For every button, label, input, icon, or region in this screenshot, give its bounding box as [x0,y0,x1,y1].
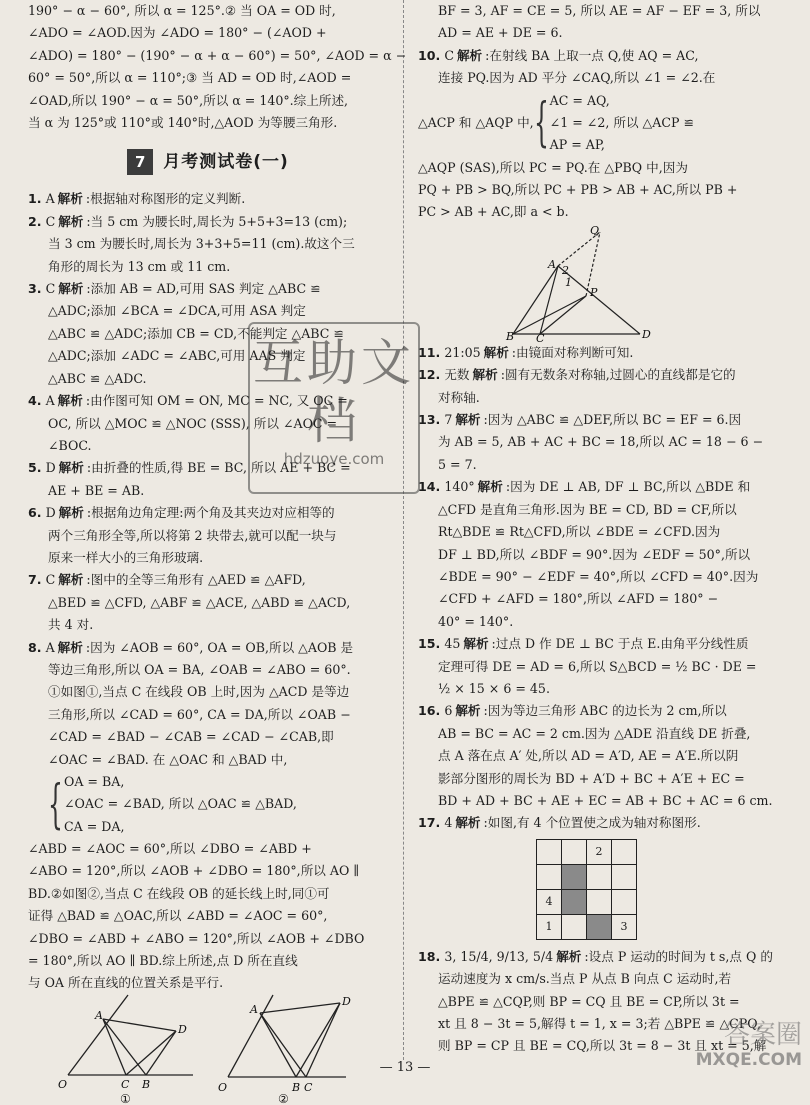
brace-line: AC = AQ, [549,92,610,108]
text-line: PQ + PB > BQ,所以 PC + PB > AB + AC,所以 PB + [418,182,738,198]
fig1-label-d: D [178,1022,187,1036]
answer-text: 由镜面对称判断可知. [516,344,634,360]
text-line [418,745,782,767]
answer-text: 运动速度为 x cm/s.当点 P 从点 B 向点 C 运动时,若 [438,971,732,987]
answer-number: 14. [418,479,441,495]
answer-item: 2. C 解析 :当 5 cm 为腰长时,周长为 5+5+3=13 (cm); [28,213,348,229]
answer-text: 40° = 140°. [438,613,514,629]
analysis-label: 解析 [58,213,84,229]
brace-symbol: { [533,93,549,154]
answer-text: 对称轴. [438,389,480,405]
answer-text: AB = BC = AC = 2 cm.因为 △ADE 沿直线 DE 折叠, [438,725,751,741]
answer-text: △ABC ≌ △ADC. [48,370,147,386]
fig2-label-b: B [292,1080,301,1094]
text-line [28,592,388,614]
answer-number: 7. [28,572,42,588]
answer-text: 如图,有 4 个位置使之成为轴对称图形. [487,815,701,831]
grid-cell [587,864,612,889]
answer-choice: 45 [444,636,461,652]
text-line [28,256,388,278]
section-number: 7 [127,149,153,175]
fig10-label-b: B [506,329,515,343]
answer-text: △ADC;添加 ∠BCA = ∠DCA,可用 ASA 判定 [48,303,306,319]
answer-choice: 140° [444,479,475,495]
text-line: ∠ABO = 120°,所以 ∠AOB + ∠DBO = 180°,所以 AO ∥ [28,863,360,879]
answer-8-continued [28,838,388,995]
fig1-label-c: C [121,1077,130,1091]
answer-text: △CFD 是直角三角形.因为 BE = CD, BD = CF,所以 [438,501,737,517]
answer-text: 圆有无数条对称轴,过圆心的直线都是它的 [504,367,736,383]
column-divider [403,0,405,1060]
text-line: = 180°,所以 AO ∥ BD.综上所述,点 D 所在直线 [28,953,298,969]
watermark-chars: 互助文档 [253,334,415,450]
brace-lines-10 [550,90,694,157]
grid-row [537,864,637,889]
answer-item: 3. C 解析 :添加 AB = AD,可用 SAS 判定 △ABC ≌ [28,281,321,297]
analysis-label: 解析 [455,815,481,831]
analysis-label: 解析 [456,47,483,63]
text-line [418,991,782,1013]
text-line: BD.②如图②,当点 C 在线段 OB 的延长线上时,同①可 [28,885,330,901]
answer-number: 6. [28,505,42,521]
analysis-label: 解析 [58,572,84,588]
answer-item: 4. A 解析 :由作图可知 OM = ON, MC = NC, 又 OC = [28,393,348,409]
brace-line: ∠1 = ∠2, 所以 △ACP ≌ [549,114,695,130]
grid-cell: 1 [537,914,562,939]
fig10-label-q: Q [590,223,600,237]
brace-block-10 [418,90,782,157]
answer-number: 16. [418,703,441,719]
answer-text: Rt△BDE ≌ Rt△CFD,所以 ∠BDE = ∠CFD.因为 [438,524,721,540]
answer-text: 定理可得 DE = AD = 6,所以 S△BCD = ½ BC · DE = [438,658,757,674]
fig10-label-a: A [548,257,556,271]
analysis-label: 解析 [57,393,83,409]
answer-item: 10. C 解析 :在射线 BA 上取一点 Q,使 AQ = AC, [418,47,699,63]
answer-text: △ADC;添加 ∠ADC = ∠ABC,可用 AAS 判定 [48,348,306,364]
fig1-label-b: B [142,1077,151,1091]
section-header [28,142,388,182]
left-top-text [28,0,407,134]
grid-cell [537,839,562,864]
answer-text: DF ⊥ BD,所以 ∠BDF = 90°.因为 ∠EDF = 50°,所以 [438,546,751,562]
answer-choice: 7 [444,412,453,428]
analysis-label: 解析 [477,479,503,495]
answer-text: 三角形,所以 ∠CAD = 60°, CA = DA,所以 ∠OAB − [48,706,351,722]
answer-item: 11. 21:05 解析 :由镜面对称判断可知. [418,344,634,360]
text-line [28,525,388,547]
answer-item: 17. 4 解析 :如图,有 4 个位置使之成为轴对称图形. [418,815,701,831]
text-line [28,233,388,255]
answer-text: 因为 DE ⊥ AB, DF ⊥ BC,所以 △BDE 和 [510,479,751,495]
answer-number: 1. [28,191,42,207]
answer-choice: A [45,191,55,207]
analysis-label: 解析 [463,636,489,652]
answer-item: 8. A 解析 :因为 ∠AOB = 60°, OA = OB,所以 △AOB 是 [28,639,354,655]
answer-text: 根据轴对称图形的定义判断. [90,191,246,207]
answer-text: 原来一样大小的三角形玻璃. [48,549,204,565]
text-line: AD = AE + DE = 6. [438,25,563,41]
answer-item: 18. 3, 15/4, 9/13, 5/4 解析 :设点 P 运动的时间为 t s,点 Q 的 [418,948,773,964]
answer-text: △BED ≌ △CFD, △ABF ≌ △ACE, △ABD ≌ △ACD, [48,594,351,610]
text-line [28,704,388,726]
answer-choice: A [45,639,55,655]
fig10-label-1: 1 [565,275,572,289]
text-line: 60° = 50°,所以 α = 110°;③ 当 AD = OD 时,∠AOD = [28,70,352,86]
analysis-label: 解析 [57,191,83,207]
answer-choice: C [45,213,56,229]
answer-text: ∠CAD = ∠BAD − ∠CAB = ∠CAD − ∠CAB,即 [48,729,334,745]
text-line [418,723,782,745]
text-line [418,656,782,678]
watermark-url: hdzuoye.com [283,450,385,468]
text-line [418,968,782,990]
answer-text: 点 A 落在点 A′ 处,所以 AD = A′D, AE = A′E.所以阴 [438,748,739,764]
brace-block-8 [28,771,388,838]
text-line [418,678,782,700]
answer-item: 14. 140° 解析 :因为 DE ⊥ AB, DF ⊥ BC,所以 △BDE 和 [418,479,751,495]
text-line: 190° − α − 60°, 所以 α = 125°.② 当 OA = OD 时, [28,3,336,18]
left-column [28,0,407,1105]
fig10-label-c: C [536,331,545,345]
answer-choice: C [45,281,56,297]
fig10-line-cp [540,296,586,334]
text-line: BF = 3, AF = CE = 5, 所以 AE = AF − EF = 3, 所以 [438,3,761,18]
text-line [28,659,388,681]
analysis-label: 解析 [455,412,481,428]
grid-cell [612,889,637,914]
grid-row [537,839,637,864]
brace-line: CA = DA, [64,818,125,834]
corner-logo-url: MXQE.COM [695,1050,802,1070]
answer-item: 13. 7 解析 :因为 △ABC ≌ △DEF,所以 BC = EF = 6.因 [418,412,742,428]
analysis-label: 解析 [483,344,509,360]
fig2-caption: ② [278,1091,289,1105]
answer-number: 5. [28,460,42,476]
fig2-label-a: A [250,1002,258,1016]
grid-row [537,914,637,939]
answer-text: 因为 ∠AOB = 60°, OA = OB,所以 △AOB 是 [90,639,354,655]
answer-item: 6. D 解析 :根据角边角定理:两个角及其夹边对应相等的 [28,505,335,521]
analysis-label: 解析 [472,367,498,383]
figure-q8 [28,995,388,1105]
answer-text: ∠CFD + ∠AFD = 180°,所以 ∠AFD = 180° − [438,591,719,607]
grid-cell: 2 [587,839,612,864]
answer-item: 5. D 解析 :由折叠的性质,得 BE = BC, 所以 AE + BC = [28,460,351,476]
right-answer-list [418,342,782,835]
answer-text: 因为 △ABC ≌ △DEF,所以 BC = EF = 6.因 [487,412,742,428]
brace-line: AP = AP, [549,137,605,153]
analysis-label: 解析 [58,281,84,297]
grid-row [537,889,637,914]
answer-10-continued [418,157,782,224]
answer-text: 由作图可知 OM = ON, MC = NC, 又 OC = [90,393,348,409]
text-line [418,768,782,790]
fig10-label-p: P [590,285,598,299]
fig2-line-ad [260,1003,340,1013]
answer-item: 12. 无数 解析 :圆有无数条对称轴,过圆心的直线都是它的 [418,367,736,383]
answer-choice: 21:05 [444,344,481,360]
answer-number: 4. [28,393,42,409]
fig10-line-ba [513,266,558,334]
grid-cell [562,914,587,939]
analysis-label: 解析 [455,703,481,719]
answer-text: xt 且 8 − 3t = 5,解得 t = 1, x = 3;若 △BPE ≌ △CPQ, [438,1016,761,1031]
text-line [418,67,782,89]
answer-text: 5 = 7. [438,456,477,472]
answer-text: 因为等边三角形 ABC 的边长为 2 cm,所以 [487,703,727,719]
answer-number: 12. [418,367,441,383]
brace-symbol: { [48,774,63,835]
text-line [28,749,388,771]
answer-item: 16. 6 解析 :因为等边三角形 ABC 的边长为 2 cm,所以 [418,703,727,719]
text-line: PC > AB + AC,即 a < b. [418,204,569,220]
fig2-label-c: C [304,1080,313,1094]
analysis-label: 解析 [58,505,84,521]
text-line: 证得 △BAD ≌ △OAC,所以 ∠ABD = ∠AOC = 60°, [28,908,328,924]
text-line: ∠OAD,所以 190° − α = 50°,所以 α = 140°.综上所述, [28,92,349,108]
text-line: △AQP (SAS),所以 PC = PQ.在 △PBQ 中,因为 [418,159,688,175]
figure-q17-grid [536,839,637,940]
answer-text: ①如图①,当点 C 在线段 OB 上时,因为 △ACD 是等边 [48,684,350,700]
answer-number: 2. [28,213,42,229]
answer-text: OC, 所以 △MOC ≌ △NOC (SSS), 所以 ∠AOC = [48,415,338,431]
text-line [418,790,782,812]
watermark-stamp [248,322,420,494]
grid-cell: 3 [612,914,637,939]
answer-item: 7. C 解析 :图中的全等三角形有 △AED ≌ △AFD, [28,572,306,588]
text-line [28,547,388,569]
fig1-label-o: O [58,1077,68,1091]
grid-cell: 4 [537,889,562,914]
answer-number: 18. [418,948,441,964]
answer-text: BD + AD + BC + AE + EC = AB + BC + AC = 6 cm. [438,792,773,808]
answer-text: ½ × 15 × 6 = 45. [438,680,550,696]
answer-choice: 4 [444,815,453,831]
text-line [418,454,782,476]
right-top-text [418,0,782,45]
grid-cell [612,839,637,864]
answer-number: 8. [28,639,42,655]
answer-item: 1. A 解析 :根据轴对称图形的定义判断. [28,191,246,207]
fig1-label-a: A [95,1008,103,1022]
answer-text: 影部分图形的周长为 BD + A′D + BC + A′E + EC = [438,770,745,786]
answer-text: △BPE ≌ △CQP,则 BP = CQ 且 BE = CP,所以 3t = [438,993,740,1009]
text-line [418,521,782,543]
figure-q10 [418,223,782,345]
analysis-label: 解析 [58,460,84,476]
grid-cell [587,889,612,914]
answer-text: 由折叠的性质,得 BE = BC, 所以 AE + BC = [91,460,351,476]
answer-text: 共 4 对. [48,617,94,633]
answer-text: ∠BDE = 90° − ∠EDF = 40°,所以 ∠CFD = 40°.因为 [438,568,759,584]
text-line: 当 α 为 125°或 110°或 140°时,△AOD 为等腰三角形. [28,115,338,131]
text-line [418,387,782,409]
answer-text: AE + BE = AB. [48,482,145,498]
brace-lines-8 [64,771,297,838]
text-line [28,681,388,703]
corner-logo [672,1020,802,1076]
text-line [418,611,782,633]
text-line: ∠ADO = ∠AOD.因为 ∠ADO = 180° − (∠AOD + [28,25,327,41]
grid-cell-shaded [587,914,612,939]
page-number: — 13 — [379,1060,431,1075]
answer-text: 当 5 cm 为腰长时,周长为 5+5+3=13 (cm); [90,213,348,229]
answer-choice: A [45,393,55,409]
text-line [418,566,782,588]
fig1-caption: ① [120,1091,131,1105]
answer-text: 图中的全等三角形有 △AED ≌ △AFD, [90,572,306,588]
brace-line: OA = BA, [64,773,125,789]
answer-text: 为 AB = 5, AB + AC + BC = 18,所以 AC = 18 − 6 − [438,434,764,450]
answer-number: 17. [418,815,441,831]
grid-cell [612,864,637,889]
answer-choice: D [45,460,56,476]
answer-choice: C [444,47,454,63]
answer-number: 15. [418,636,441,652]
answer-choice: 6 [444,703,453,719]
answer-text: 添加 AB = AD,可用 SAS 判定 △ABC ≌ [90,281,321,297]
text-line [418,431,782,453]
answer-text: 过点 D 作 DE ⊥ BC 于点 E.由角平分线性质 [495,636,749,652]
answer-item: 15. 45 解析 :过点 D 作 DE ⊥ BC 于点 E.由角平分线性质 [418,636,749,652]
answer-text: 则 BP = CP 且 BE = CQ,所以 3t = 8 − 3t 且 xt = 5,解 [438,1038,767,1054]
answer-text: ∠BOC. [48,437,92,453]
text-line [418,588,782,610]
answer-text: ∠OAC = ∠BAD. 在 △OAC 和 △BAD 中, [48,751,288,767]
text-line [28,300,388,322]
analysis-label: 解析 [556,948,582,964]
answer-number: 10. [418,47,441,63]
text-line [28,614,388,636]
fig2-label-o: O [218,1080,228,1094]
answer-number: 13. [418,412,441,428]
answer-text: 两个三角形全等,所以将第 2 块带去,就可以配一块与 [48,527,337,543]
grid-cell-shaded [562,864,587,889]
grid-cell [537,864,562,889]
grid-cell [562,839,587,864]
answer-text: 当 3 cm 为腰长时,周长为 3+3+5=11 (cm).故这个三 [48,236,355,252]
section-title: 月考测试卷(一) [163,152,289,173]
fig10-label-d: D [642,327,651,341]
brace-prefix-10: △ACP 和 △AQP 中, [418,114,534,130]
answer-number: 11. [418,344,441,360]
text-line: ∠ADO) = 180° − (190° − α + α − 60°) = 50°, ∠AOD = α − [28,47,407,63]
text-line [418,544,782,566]
answer-choice: 无数 [444,367,470,383]
fig10-line-bp [513,296,586,334]
answer-text: 连接 PQ.因为 AD 平分 ∠CAQ,所以 ∠1 = ∠2.在 [438,70,716,86]
fig10-line-ac [540,266,558,334]
answer-choice: D [45,505,56,521]
answer-text: 根据角边角定理:两个角及其夹边对应相等的 [91,505,335,521]
answer-choice: C [45,572,56,588]
answer-text: 等边三角形,所以 OA = BA, ∠OAB = ∠ABO = 60°. [48,661,351,677]
analysis-label: 解析 [57,639,83,655]
answer-choice: 3, 15/4, 9/13, 5/4 [444,948,554,964]
answer-number: 3. [28,281,42,297]
corner-logo-chars: 答案圈 [723,1020,802,1050]
text-line: ∠ABD = ∠AOC = 60°,所以 ∠DBO = ∠ABD + [28,841,312,856]
fig2-label-d: D [342,994,351,1008]
brace-line: ∠OAC = ∠BAD, 所以 △OAC ≌ △BAD, [64,796,297,812]
grid-cell-shaded [562,889,587,914]
answer-text: △ABC ≌ △ADC;添加 CB = CD,不能判定 △ABC ≌ [48,325,344,341]
answer-text: 角形的周长为 13 cm 或 11 cm. [48,258,231,274]
answer-text: 设点 P 运动的时间为 t s,点 Q 的 [588,948,773,964]
answer-10 [418,45,782,90]
text-line: 与 OA 所在直线的位置关系是平行. [28,975,224,991]
text-line [418,499,782,521]
answer-text: 在射线 BA 上取一点 Q,使 AQ = AC, [489,47,699,63]
fig1-line-ad [103,1019,176,1031]
text-line: ∠DBO = ∠ABD + ∠ABO = 120°,所以 ∠AOB + ∠DBO [28,930,365,946]
fig10-label-2: 2 [562,263,569,277]
text-line [28,726,388,748]
right-column [418,0,782,1054]
